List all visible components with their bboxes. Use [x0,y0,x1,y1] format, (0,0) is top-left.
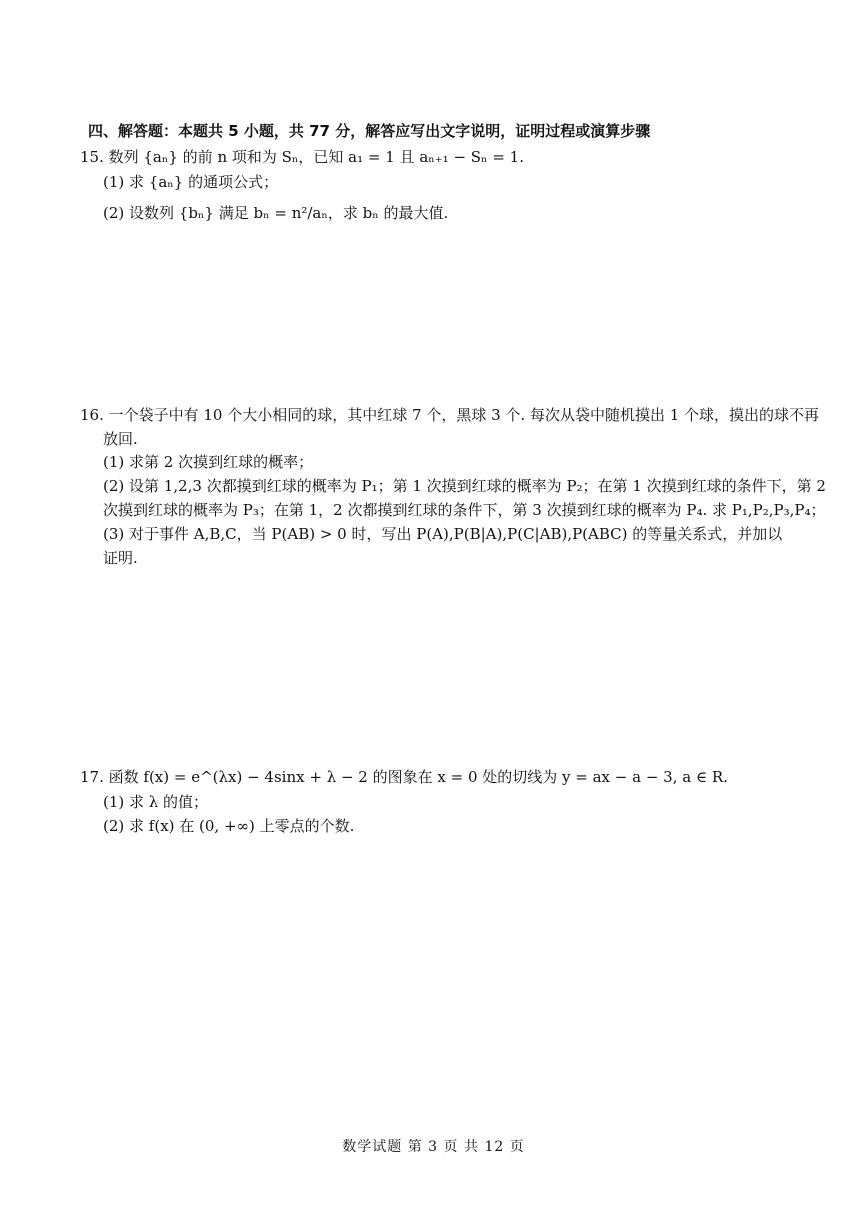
section-heading: 四、解答题：本题共 5 小题，共 77 分，解答应写出文字说明，证明过程或演算步骤 [88,122,651,140]
q15-stem: 15. 数列 {aₙ} 的前 n 项和为 Sₙ，已知 a₁ = 1 且 aₙ₊₁ − Sₙ = 1. [80,148,524,166]
page-footer: 数学试题 第 3 页 共 12 页 [342,1139,525,1155]
q17-part2: (2) 求 f(x) 在 (0, +∞) 上零点的个数. [103,817,355,835]
q16-part2-line1: (2) 设第 1,2,3 次都摸到红球的概率为 P₁；第 1 次摸到红球的概率为 P₂；在第 1 次摸到红球的条件下，第 2 [103,477,826,495]
q16-part2-line2: 次摸到红球的概率为 P₃；在第 1，2 次都摸到红球的条件下，第 3 次摸到红球的概率为 P₄. 求 P₁,P₂,P₃,P₄； [103,501,826,519]
q16-stem-line1: 16. 一个袋子中有 10 个大小相同的球，其中红球 7 个，黑球 3 个. 每次从袋中随机摸出 1 个球，摸出的球不再 [80,406,820,424]
q16-part1: (1) 求第 2 次摸到红球的概率； [103,453,314,471]
q15-part2: (2) 设数列 {bₙ} 满足 bₙ = n²/aₙ，求 bₙ 的最大值. [103,204,449,222]
q16-part3-line1: (3) 对于事件 A,B,C，当 P(AB) > 0 时，写出 P(A),P(B|A),P(C|AB),P(ABC) 的等量关系式，并加以 [103,525,783,543]
q17-part1: (1) 求 λ 的值； [103,793,209,811]
q16-part3-line2: 证明. [103,549,138,567]
q16-stem-line2: 放回. [103,430,138,448]
q15-part1: (1) 求 {aₙ} 的通项公式； [103,173,279,191]
q17-stem: 17. 函数 f(x) = e^(λx) − 4sinx + λ − 2 的图象在 x = 0 处的切线为 y = ax − a − 3, a ∈ R. [80,768,728,786]
